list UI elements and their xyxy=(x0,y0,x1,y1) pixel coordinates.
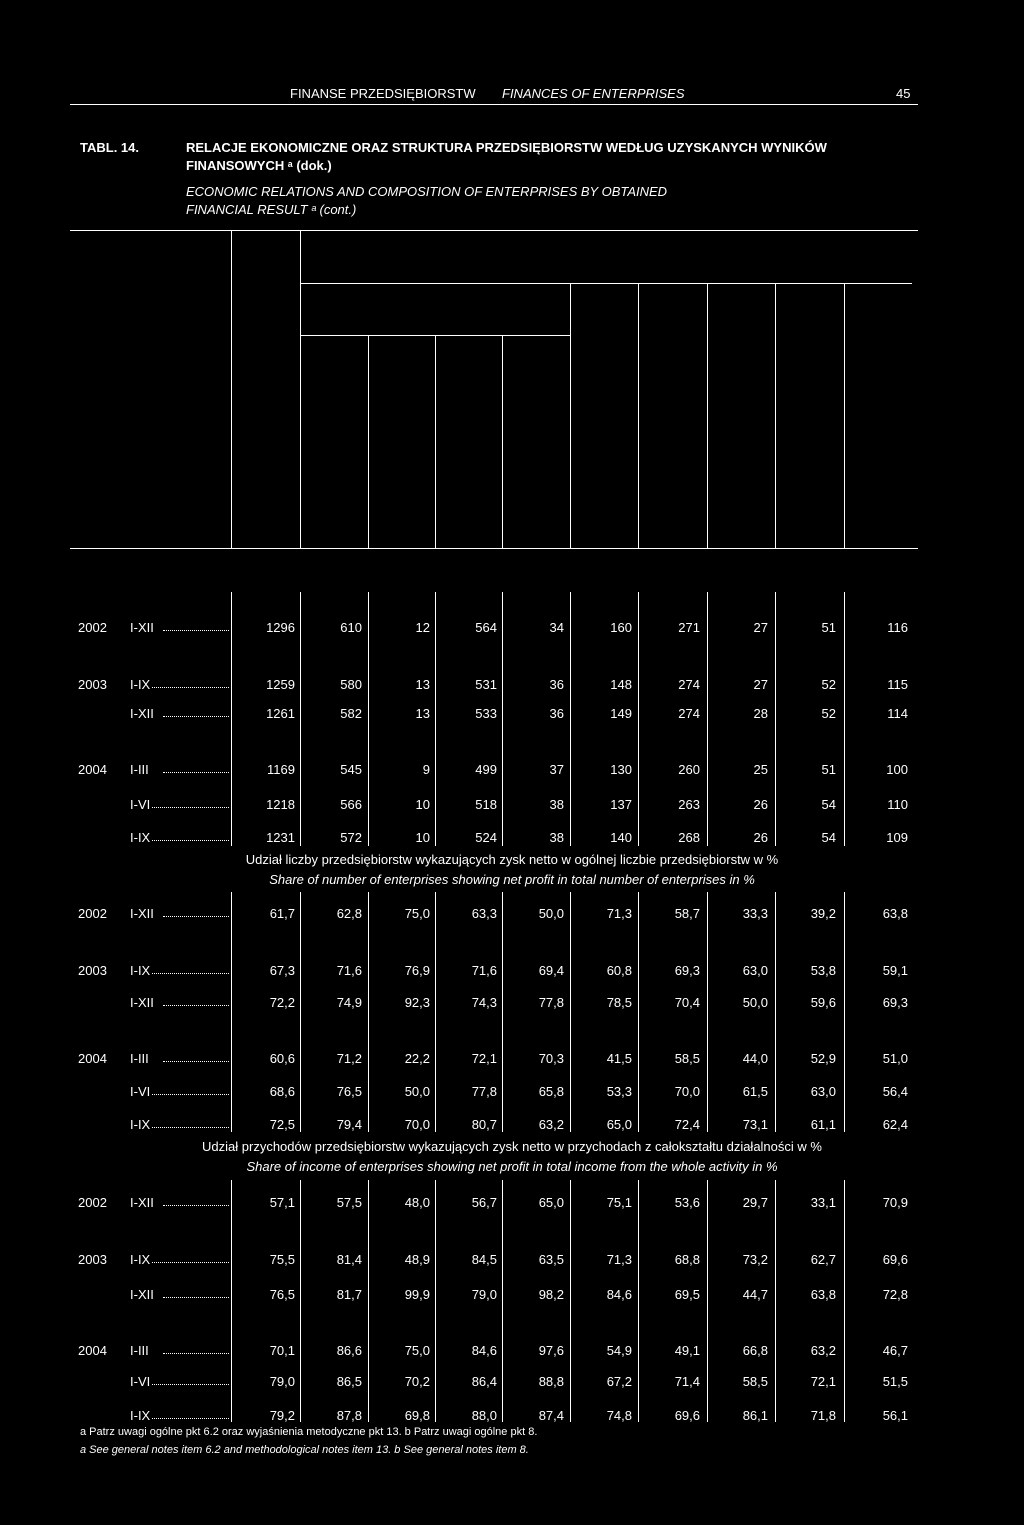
table-cell: 29,7 xyxy=(742,1195,768,1210)
table-cell: 263 xyxy=(678,797,700,812)
column-divider xyxy=(368,892,369,1132)
table-cell: 53,6 xyxy=(674,1195,700,1210)
table-cell: 70,0 xyxy=(404,1117,430,1132)
row-year: 2004 xyxy=(78,1051,107,1066)
table-cell: 70,0 xyxy=(674,1084,700,1099)
table-cell: 65,8 xyxy=(538,1084,564,1099)
leader-dots xyxy=(163,1051,229,1062)
leader-dots xyxy=(163,1343,229,1354)
table-cell: 61,1 xyxy=(810,1117,836,1132)
table-cell: 566 xyxy=(340,797,362,812)
table-cell: 58,5 xyxy=(674,1051,700,1066)
table-cell: 62,7 xyxy=(810,1252,836,1267)
table-cell: 56,7 xyxy=(471,1195,497,1210)
table-cell: 57,5 xyxy=(336,1195,362,1210)
table-cell: 79,0 xyxy=(471,1287,497,1302)
table-cell: 68,6 xyxy=(269,1084,295,1099)
table-cell: 71,2 xyxy=(336,1051,362,1066)
table-cell: 92,3 xyxy=(404,995,430,1010)
header-col-divider xyxy=(368,335,369,548)
table-cell: 100 xyxy=(886,762,908,777)
table-cell: 67,3 xyxy=(269,963,295,978)
table-cell: 86,5 xyxy=(336,1374,362,1389)
table-cell: 51 xyxy=(821,762,836,777)
table-cell: 149 xyxy=(610,706,632,721)
running-title-pl: FINANSE PRZEDSIĘBIORSTW xyxy=(290,86,476,101)
table-cell: 72,8 xyxy=(882,1287,908,1302)
table-label: TABL. 14. xyxy=(80,140,139,155)
table-cell: 51,5 xyxy=(882,1374,908,1389)
table-cell: 68,8 xyxy=(674,1252,700,1267)
column-divider xyxy=(638,1180,639,1422)
row-year: 2003 xyxy=(78,1252,107,1267)
table-cell: 84,6 xyxy=(606,1287,632,1302)
table-cell: 72,2 xyxy=(269,995,295,1010)
table-cell: 63,0 xyxy=(810,1084,836,1099)
table-cell: 75,0 xyxy=(404,1343,430,1358)
table-cell: 33,3 xyxy=(742,906,768,921)
header-col-divider xyxy=(638,283,639,548)
column-divider xyxy=(638,892,639,1132)
table-cell: 76,5 xyxy=(269,1287,295,1302)
table-cell: 160 xyxy=(610,620,632,635)
table-cell: 115 xyxy=(887,677,908,692)
table-cell: 76,9 xyxy=(404,963,430,978)
table-cell: 99,9 xyxy=(404,1287,430,1302)
table-cell: 1261 xyxy=(266,706,295,721)
footnote-pl: a Patrz uwagi ogólne pkt 6.2 oraz wyjaśnienia metodyczne pkt 13. b Patrz uwagi ogólne pkt 8. xyxy=(80,1426,538,1438)
table-cell: 271 xyxy=(678,620,700,635)
table-cell: 71,3 xyxy=(606,1252,632,1267)
table-cell: 1259 xyxy=(266,677,295,692)
table-cell: 69,6 xyxy=(674,1408,700,1423)
table-cell: 533 xyxy=(475,706,497,721)
table-cell: 518 xyxy=(475,797,497,812)
table-cell: 48,9 xyxy=(404,1252,430,1267)
table-cell: 63,8 xyxy=(882,906,908,921)
row-period: I-XII xyxy=(130,906,154,921)
table-cell: 44,7 xyxy=(742,1287,768,1302)
table-cell: 72,4 xyxy=(674,1117,700,1132)
row-period: I-XII xyxy=(130,995,154,1010)
table-cell: 13 xyxy=(415,706,430,721)
table-cell: 97,6 xyxy=(538,1343,564,1358)
table-cell: 71,4 xyxy=(674,1374,700,1389)
table-cell: 60,6 xyxy=(269,1051,295,1066)
table-title-en-1: ECONOMIC RELATIONS AND COMPOSITION OF ENTERPRISES BY OBTAINED xyxy=(186,184,668,199)
table-cell: 71,6 xyxy=(336,963,362,978)
header-col-divider xyxy=(435,335,436,548)
table-cell: 44,0 xyxy=(742,1051,768,1066)
table-cell: 53,3 xyxy=(606,1084,632,1099)
table-cell: 70,4 xyxy=(674,995,700,1010)
header-col-divider xyxy=(570,283,571,548)
leader-dots xyxy=(152,963,229,974)
table-cell: 524 xyxy=(475,830,497,845)
row-period: I-IX xyxy=(130,963,151,978)
table-cell: 70,1 xyxy=(269,1343,295,1358)
table-cell: 73,1 xyxy=(742,1117,768,1132)
row-period: I-XII xyxy=(130,620,154,635)
header-rule xyxy=(70,104,918,105)
table-cell: 1231 xyxy=(266,830,295,845)
table-cell: 79,4 xyxy=(336,1117,362,1132)
table-cell: 77,8 xyxy=(471,1084,497,1099)
leader-dots xyxy=(152,1117,229,1128)
page-number: 45 xyxy=(896,86,911,101)
table-cell: 84,6 xyxy=(471,1343,497,1358)
column-divider xyxy=(502,592,503,846)
leader-dots xyxy=(152,1252,229,1263)
header-col-divider xyxy=(844,283,845,548)
table-cell: 268 xyxy=(678,830,700,845)
table-cell: 36 xyxy=(549,706,564,721)
table-cell: 52,9 xyxy=(810,1051,836,1066)
column-divider xyxy=(435,892,436,1132)
column-divider xyxy=(570,592,571,846)
table-title-pl-1: RELACJE EKONOMICZNE ORAZ STRUKTURA PRZEDSIĘBIORSTW WEDŁUG UZYSKANYCH WYNIKÓW xyxy=(186,140,827,155)
row-year: 2002 xyxy=(78,1195,107,1210)
table-cell: 52 xyxy=(821,677,836,692)
table-cell: 58,5 xyxy=(742,1374,768,1389)
table-cell: 109 xyxy=(886,830,908,845)
table-cell: 86,1 xyxy=(742,1408,768,1423)
table-cell: 73,2 xyxy=(742,1252,768,1267)
leader-dots xyxy=(163,706,229,717)
header-col-divider xyxy=(775,283,776,548)
table-cell: 1218 xyxy=(266,797,295,812)
row-period: I-IX xyxy=(130,830,151,845)
table-cell: 72,5 xyxy=(269,1117,295,1132)
header-col-divider xyxy=(231,230,232,548)
leader-dots xyxy=(163,995,229,1006)
table-cell: 70,9 xyxy=(882,1195,908,1210)
table-cell: 22,2 xyxy=(404,1051,430,1066)
table-cell: 63,3 xyxy=(471,906,497,921)
row-period: I-VI xyxy=(130,1084,151,1099)
column-divider xyxy=(775,592,776,846)
table-cell: 33,1 xyxy=(810,1195,836,1210)
table-cell: 69,6 xyxy=(882,1252,908,1267)
table-cell: 46,7 xyxy=(882,1343,908,1358)
table-cell: 27 xyxy=(753,677,768,692)
table-cell: 63,5 xyxy=(538,1252,564,1267)
table-cell: 74,8 xyxy=(606,1408,632,1423)
table-cell: 25 xyxy=(753,762,768,777)
table-cell: 27 xyxy=(753,620,768,635)
table-cell: 81,7 xyxy=(336,1287,362,1302)
row-period: I-XII xyxy=(130,1195,154,1210)
table-cell: 260 xyxy=(678,762,700,777)
table-cell: 49,1 xyxy=(674,1343,700,1358)
table-cell: 70,3 xyxy=(538,1051,564,1066)
table-cell: 1169 xyxy=(267,762,295,777)
table-cell: 12 xyxy=(415,620,430,635)
table-cell: 63,8 xyxy=(810,1287,836,1302)
column-divider xyxy=(300,592,301,846)
section-title-en: Share of number of enterprises showing net profit in total number of enterprises in % xyxy=(269,872,755,887)
table-cell: 54 xyxy=(821,830,836,845)
table-cell: 70,2 xyxy=(404,1374,430,1389)
table-cell: 148 xyxy=(610,677,632,692)
table-cell: 71,3 xyxy=(606,906,632,921)
table-cell: 54 xyxy=(821,797,836,812)
table-cell: 59,1 xyxy=(882,963,908,978)
table-cell: 10 xyxy=(415,797,430,812)
leader-dots xyxy=(152,797,229,808)
table-cell: 80,7 xyxy=(471,1117,497,1132)
table-title-en-2: FINANCIAL RESULT ᵃ (cont.) xyxy=(186,202,357,217)
column-divider xyxy=(707,892,708,1132)
row-period: I-IX xyxy=(130,1252,151,1267)
row-period: I-VI xyxy=(130,1374,151,1389)
table-cell: 69,3 xyxy=(882,995,908,1010)
leader-dots xyxy=(163,762,229,773)
row-year: 2003 xyxy=(78,677,107,692)
table-cell: 26 xyxy=(753,797,768,812)
table-cell: 84,5 xyxy=(471,1252,497,1267)
table-cell: 52 xyxy=(821,706,836,721)
table-cell: 71,8 xyxy=(810,1408,836,1423)
table-cell: 63,2 xyxy=(538,1117,564,1132)
column-divider xyxy=(502,1180,503,1422)
table-cell: 88,8 xyxy=(538,1374,564,1389)
table-cell: 137 xyxy=(610,797,632,812)
table-cell: 114 xyxy=(887,706,908,721)
row-period: I-III xyxy=(130,1051,149,1066)
running-title-en: FINANCES OF ENTERPRISES xyxy=(502,86,685,101)
table-cell: 580 xyxy=(340,677,362,692)
table-cell: 67,2 xyxy=(606,1374,632,1389)
table-cell: 78,5 xyxy=(606,995,632,1010)
table-cell: 61,7 xyxy=(269,906,295,921)
table-cell: 57,1 xyxy=(269,1195,295,1210)
table-cell: 59,6 xyxy=(810,995,836,1010)
table-cell: 564 xyxy=(475,620,497,635)
table-cell: 38 xyxy=(549,797,564,812)
table-cell: 50,0 xyxy=(538,906,564,921)
column-divider xyxy=(231,592,232,846)
header-col-divider xyxy=(707,283,708,548)
column-divider xyxy=(775,892,776,1132)
table-cell: 60,8 xyxy=(606,963,632,978)
table-cell: 51,0 xyxy=(882,1051,908,1066)
column-divider xyxy=(707,1180,708,1422)
table-cell: 86,6 xyxy=(336,1343,362,1358)
table-cell: 74,9 xyxy=(336,995,362,1010)
table-cell: 38 xyxy=(549,830,564,845)
table-cell: 274 xyxy=(678,706,700,721)
column-divider xyxy=(638,592,639,846)
table-cell: 66,8 xyxy=(742,1343,768,1358)
table-cell: 62,4 xyxy=(882,1117,908,1132)
table-cell: 65,0 xyxy=(538,1195,564,1210)
table-cell: 61,5 xyxy=(742,1084,768,1099)
column-divider xyxy=(844,1180,845,1422)
section-title-pl: Udział liczby przedsiębiorstw wykazujących zysk netto w ogólnej liczbie przedsiębiorstw w % xyxy=(245,852,779,867)
table-cell: 65,0 xyxy=(606,1117,632,1132)
section-title-pl: Udział przychodów przedsiębiorstw wykazujących zysk netto w przychodach z całokształtu działalności w % xyxy=(202,1139,822,1154)
table-cell: 110 xyxy=(887,797,908,812)
column-divider xyxy=(570,1180,571,1422)
table-cell: 69,3 xyxy=(674,963,700,978)
table-cell: 53,8 xyxy=(810,963,836,978)
column-divider xyxy=(570,892,571,1132)
table-cell: 130 xyxy=(610,762,632,777)
table-cell: 9 xyxy=(422,762,430,777)
table-cell: 116 xyxy=(887,620,908,635)
table-cell: 10 xyxy=(415,830,430,845)
column-divider xyxy=(775,1180,776,1422)
table-cell: 79,0 xyxy=(269,1374,295,1389)
table-cell: 39,2 xyxy=(810,906,836,921)
row-period: I-IX xyxy=(130,1408,151,1423)
row-period: I-IX xyxy=(130,1117,151,1132)
table-cell: 88,0 xyxy=(471,1408,497,1423)
table-cell: 58,7 xyxy=(674,906,700,921)
row-year: 2003 xyxy=(78,963,107,978)
column-divider xyxy=(502,892,503,1132)
table-cell: 71,6 xyxy=(471,963,497,978)
table-cell: 51 xyxy=(821,620,836,635)
row-period: I-III xyxy=(130,762,149,777)
table-cell: 62,8 xyxy=(336,906,362,921)
column-divider xyxy=(844,892,845,1132)
leader-dots xyxy=(152,830,229,841)
table-cell: 72,1 xyxy=(471,1051,497,1066)
table-cell: 50,0 xyxy=(404,1084,430,1099)
table-cell: 41,5 xyxy=(606,1051,632,1066)
section-title-en: Share of income of enterprises showing net profit in total income from the whole activity in % xyxy=(246,1159,778,1174)
table-cell: 75,1 xyxy=(606,1195,632,1210)
table-cell: 50,0 xyxy=(742,995,768,1010)
table-cell: 56,1 xyxy=(882,1408,908,1423)
table-cell: 87,4 xyxy=(538,1408,564,1423)
table-cell: 63,2 xyxy=(810,1343,836,1358)
footnote-en: a See general notes item 6.2 and methodological notes item 13. b See general notes item 8. xyxy=(80,1444,529,1456)
row-year: 2004 xyxy=(78,762,107,777)
table-cell: 75,0 xyxy=(404,906,430,921)
table-cell: 26 xyxy=(753,830,768,845)
table-cell: 76,5 xyxy=(336,1084,362,1099)
table-cell: 79,2 xyxy=(269,1408,295,1423)
table-cell: 56,4 xyxy=(882,1084,908,1099)
column-divider xyxy=(300,892,301,1132)
table-cell: 72,1 xyxy=(810,1374,836,1389)
column-divider xyxy=(707,592,708,846)
table-cell: 1296 xyxy=(266,620,295,635)
column-divider xyxy=(231,1180,232,1422)
header-top-rule xyxy=(70,230,918,231)
leader-dots xyxy=(152,1084,229,1095)
table-cell: 69,5 xyxy=(674,1287,700,1302)
table-cell: 582 xyxy=(340,706,362,721)
row-period: I-III xyxy=(130,1343,149,1358)
column-divider xyxy=(368,1180,369,1422)
table-cell: 572 xyxy=(340,830,362,845)
table-cell: 34 xyxy=(549,620,564,635)
header-rule-2 xyxy=(300,283,912,284)
leader-dots xyxy=(152,1408,229,1419)
table-cell: 69,4 xyxy=(538,963,564,978)
table-cell: 13 xyxy=(415,677,430,692)
leader-dots xyxy=(163,1287,229,1298)
table-cell: 87,8 xyxy=(336,1408,362,1423)
leader-dots xyxy=(152,677,229,688)
table-cell: 545 xyxy=(340,762,362,777)
table-cell: 75,5 xyxy=(269,1252,295,1267)
column-divider xyxy=(300,1180,301,1422)
row-year: 2004 xyxy=(78,1343,107,1358)
header-bottom-rule xyxy=(70,548,918,549)
table-cell: 69,8 xyxy=(404,1408,430,1423)
row-period: I-XII xyxy=(130,706,154,721)
table-cell: 63,0 xyxy=(742,963,768,978)
leader-dots xyxy=(163,620,229,631)
table-cell: 531 xyxy=(475,677,497,692)
column-divider xyxy=(368,592,369,846)
leader-dots xyxy=(163,906,229,917)
table-cell: 28 xyxy=(753,706,768,721)
leader-dots xyxy=(152,1374,229,1385)
table-cell: 74,3 xyxy=(471,995,497,1010)
column-divider xyxy=(435,1180,436,1422)
table-cell: 499 xyxy=(475,762,497,777)
row-year: 2002 xyxy=(78,906,107,921)
table-cell: 36 xyxy=(549,677,564,692)
row-period: I-VI xyxy=(130,797,151,812)
table-cell: 77,8 xyxy=(538,995,564,1010)
table-cell: 98,2 xyxy=(538,1287,564,1302)
row-period: I-IX xyxy=(130,677,151,692)
leader-dots xyxy=(163,1195,229,1206)
table-title-pl-2: FINANSOWYCH ᵃ (dok.) xyxy=(186,158,332,173)
table-cell: 274 xyxy=(678,677,700,692)
table-cell: 140 xyxy=(610,830,632,845)
column-divider xyxy=(844,592,845,846)
table-cell: 54,9 xyxy=(606,1343,632,1358)
column-divider xyxy=(231,892,232,1132)
table-cell: 48,0 xyxy=(404,1195,430,1210)
column-divider xyxy=(435,592,436,846)
table-cell: 610 xyxy=(340,620,362,635)
header-col-divider xyxy=(300,230,301,548)
header-col-divider xyxy=(502,335,503,548)
row-period: I-XII xyxy=(130,1287,154,1302)
table-cell: 81,4 xyxy=(336,1252,362,1267)
row-year: 2002 xyxy=(78,620,107,635)
table-cell: 86,4 xyxy=(471,1374,497,1389)
table-cell: 37 xyxy=(549,762,564,777)
